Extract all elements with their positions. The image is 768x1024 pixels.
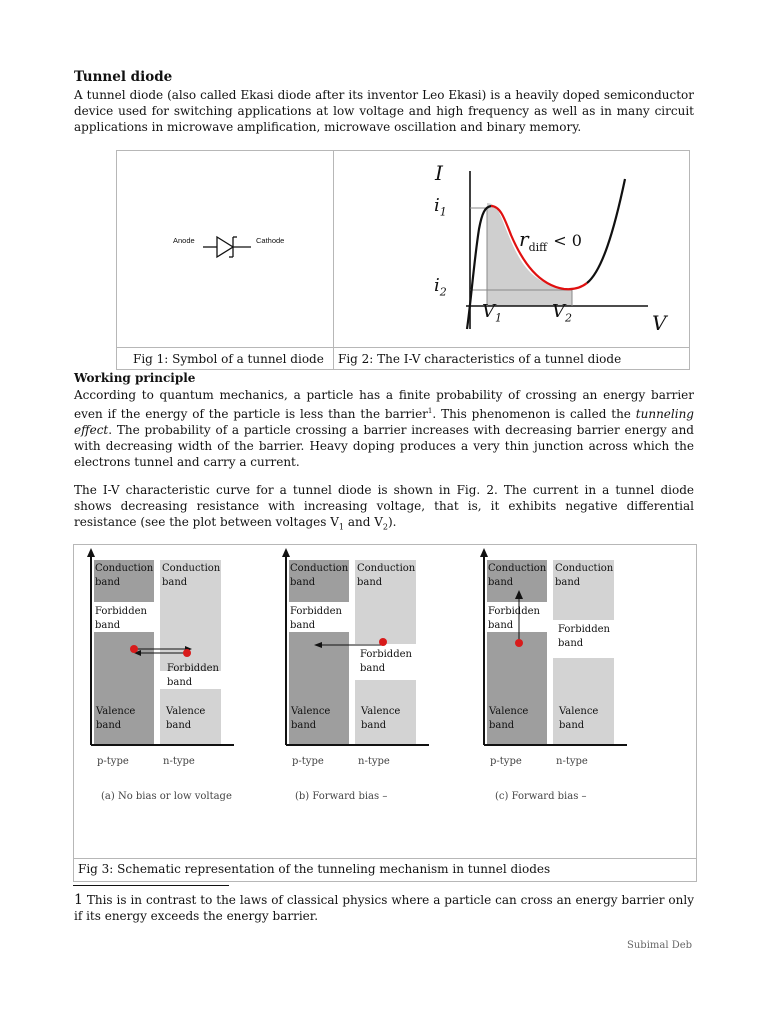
working-paragraph-1: According to quantum mechanics, a particle has a finite probability of crossing an energy barrier even if the energy of the particle is less than the barrier$^1$. This phenomenon is called the tunneling effect. The probability of a particle crossing a barrier increases with decreasing barrier energy and with decreasing width of the barrier. Heavy doping produces a very thin junction across which the electrons tunnel and carry a current. [74, 388, 694, 469]
hole [183, 649, 191, 657]
n-conduction-label: Conduction band [162, 563, 221, 588]
p-type-label: p-type [292, 756, 324, 767]
figure-table-3 [73, 544, 697, 882]
v1-label: $V_1$ [482, 301, 502, 325]
iv-curve-figure [334, 151, 689, 347]
fig3-caption: Fig 3: Schematic representation of the tunneling mechanism in tunnel diodes [78, 862, 551, 876]
p-type-label: p-type [490, 756, 522, 767]
p-conduction-label: Conduction band [95, 563, 154, 588]
iv-rising-segment-2 [587, 179, 625, 283]
footnote: 1 This is in contrast to the laws of classical physics where a particle can cross an energy barrier only if its energy exceeds the energy barrier. [74, 892, 694, 923]
n-conduction-label: Conduction band [555, 563, 614, 588]
n-valence-label: Valence band [361, 706, 401, 731]
n-conduction-label: Conduction band [357, 563, 416, 588]
p-forbidden-label: Forbidden band [290, 606, 342, 631]
band-diagram-panel-a [74, 545, 284, 857]
diode-symbol [117, 151, 333, 347]
section-heading: Working principle [74, 371, 196, 385]
electron [379, 638, 387, 646]
intro-paragraph: A tunnel diode (also called Ekasi diode after its inventor Leo Ekasi) is a heavily doped semiconductor device used for switching applications at low voltage and high frequency as well as in many circuit applications in microwave amplification, microwave oscillation and binary memory. [74, 88, 694, 134]
cathode-label: Cathode [256, 236, 285, 245]
i2-label: $i_2$ [434, 275, 447, 299]
rdiff-label: $r_{diff} < 0$ [519, 227, 582, 254]
table-divider [74, 858, 696, 859]
p-conduction-label: Conduction band [488, 563, 547, 588]
n-valence-label: Valence band [166, 706, 206, 731]
y-axis-label: I [435, 161, 443, 185]
x-axis-label: V [652, 311, 667, 335]
p-valence-label: Valence band [96, 706, 136, 731]
figure-table-1-2 [116, 150, 690, 370]
fig1-caption: Fig 1: Symbol of a tunnel diode [133, 352, 324, 366]
band-diagram-panel-b [269, 545, 479, 857]
n-type-label: n-type [556, 756, 588, 767]
negative-resistance-area [487, 203, 572, 306]
n-forbidden-label: Forbidden band [167, 663, 219, 688]
v2-label: $V_2$ [552, 301, 572, 325]
panel-a-caption: (a) No bias or low voltage [101, 791, 232, 802]
n-type-label: n-type [358, 756, 390, 767]
p-valence-label: Valence band [291, 706, 331, 731]
p-forbidden-label: Forbidden band [488, 606, 540, 631]
author-footer: Subimal Deb [627, 940, 693, 951]
fig2-caption: Fig 2: The I-V characteristics of a tunnel diode [338, 352, 622, 366]
table-divider [117, 347, 689, 348]
i1-label: $i_1$ [434, 195, 447, 219]
p-type-label: p-type [97, 756, 129, 767]
band-diagram-panel-c [467, 545, 677, 857]
p-forbidden-label: Forbidden band [95, 606, 147, 631]
electron [130, 645, 138, 653]
n-forbidden-label: Forbidden band [360, 649, 412, 674]
p-valence-label: Valence band [489, 706, 529, 731]
panel-b-caption: (b) Forward bias – [295, 791, 388, 802]
electron [515, 639, 523, 647]
p-conduction-label: Conduction band [290, 563, 349, 588]
n-valence-label: Valence band [559, 706, 599, 731]
panel-c-caption: (c) Forward bias – [495, 791, 587, 802]
n-forbidden-label: Forbidden band [558, 624, 610, 649]
footnote-rule [73, 885, 229, 886]
working-paragraph-2: The I-V characteristic curve for a tunnel diode is shown in Fig. 2. The current in a tunnel diode shows decreasing resistance with increasing voltage, that is, it exhibits negative differential resistance (see the plot between voltages $V_1$ and $V_2$). [74, 483, 694, 532]
page-title: Tunnel diode [74, 69, 173, 85]
anode-label: Anode [173, 236, 195, 245]
n-type-label: n-type [163, 756, 195, 767]
